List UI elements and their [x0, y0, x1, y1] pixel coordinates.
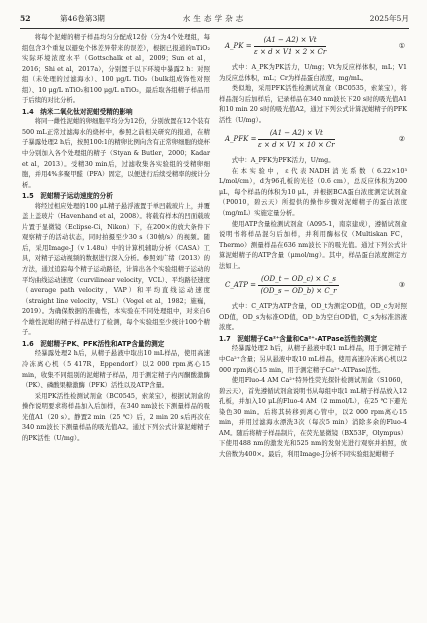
left-column	[22, 33, 210, 444]
equation	[219, 272, 407, 302]
paragraph: 式中：A_PFK为PFK活力，U/mg。	[231, 157, 335, 165]
paragraph: 类似地，采用PFK活性检测试剂盒（BC0535，索莱宝），将样品混匀后加样后，记录样品在340 nm波长下20 s时的吸光值A1和10 min 20 s时的吸光值A2，通过下列公式计算泥蚶精子的PFK活性（U/mg）。	[219, 85, 407, 124]
paragraph: 经暴露处理2 h后，从精子悬液中取1 mL样品，用于测定精子中Ca²⁺含量；另从悬液中取10 mL样品，使用高速冷冻离心机以2 000 rpm离心15 min，用于测定精子Ca²⁺-ATPase活性。	[219, 345, 407, 374]
equation-number: ③	[398, 281, 405, 290]
paragraph: 将同一雌性泥蚶的卵细胞平均分为12份，分别放置在12个装有500 mL正常过滤海水的烧杯中，参照之前相关研究的报道，在精子暴露处理2 h后，按照100:1的精卵比例向含有正常卵细胞的烧杯中分别加入各个处理组的精子（Styan & Butler，2000；Kadar et al，2013）。受精30 min后，过滤收集各实验组的受精卵细胞，并用4%多聚甲醛（PFA）固定，以便进行后续受精率的统计分析。	[22, 118, 210, 189]
equation	[219, 33, 407, 63]
right-column	[219, 33, 407, 461]
equation-lhs: C_ATP =	[225, 281, 256, 290]
equation-lhs: A_PK =	[225, 42, 252, 50]
equation-numerator: (A1 − A2) × Vt	[258, 128, 335, 140]
equation-fraction	[258, 128, 335, 151]
paragraph: 采用PK活性检测试剂盒（BC0545，索莱宝），根据试剂盒的操作说明要求将样品加入后加样，在340 nm波长下测量样品的吸光值A1（20 s）。静置2 min（25 ℃）后，2 min 20 s后再次在340 nm波长下测量样品的吸光值A2。通过下列公式计算泥蚶精子的PK活性（U/mg）。	[22, 392, 210, 442]
volume-issue: 第46卷第3期	[60, 14, 105, 23]
equation-numerator: (OD_t − OD_c) × C_s	[258, 274, 339, 286]
equation-number: ②	[398, 135, 405, 144]
paragraph: 在本实验中，ε代表NADH消光系数（6.22×10³ L/mol/cm），d为96孔板的光径（0.6 cm），总反应体积为200 μL，每个样品的体积为10 μL，并根据BCA蛋白浓度测定试剂盒（P0010，碧云天）所提供的操作步骤对泥蚶精子的蛋白浓度（mg/mL）实施定量分析。	[219, 167, 407, 218]
paragraph: 经暴露处理2 h后，从精子悬液中取出10 mL样品，使用高速冷冻离心机（5 417R，Eppendorf）以2 000 rpm离心15 min，收集不同组别的泥蚶精子样品，用于测定精子内丙酮酸激酶（PK）、磷酸果糖激酶（PFK）活性以及ATP含量。	[22, 350, 210, 390]
issue-date: 2025年5月	[369, 14, 409, 23]
section-heading: 1.5 泥蚶精子运动速度的分析	[22, 192, 113, 201]
running-header	[20, 13, 409, 25]
equation-lhs: A_PFK =	[225, 135, 257, 144]
equation-numerator: (A1 − A2) × Vt	[254, 35, 326, 47]
section-heading: 1.6 泥蚶精子PK、PFK活性和ATP含量的测定	[22, 339, 165, 348]
equation-denominator: (OD_s − OD_b) × C_r	[260, 287, 337, 296]
section-heading: 1.7 泥蚶精子Ca²⁺含量和Ca²⁺-ATPase活性的测定	[219, 334, 378, 343]
equation-fraction	[254, 35, 326, 58]
page-number: 52	[20, 14, 31, 23]
equation-number: ①	[398, 42, 405, 50]
section-heading: 1.4 纳米二氧化钛对泥蚶受精的影响	[22, 107, 133, 116]
paragraph: 式中：A_PK为PK活力，U/mg；Vt为反应样体积，mL；V1为反应总体积，mL；Cr为样品蛋白浓度，mg/mL。	[219, 64, 407, 82]
equation-fraction	[258, 274, 339, 297]
header-rule	[20, 28, 409, 29]
paragraph: 式中：C_ATP为ATP含量，OD_t为测定OD值，OD_c为对照OD值，OD_s为标准OD值，OD_b为空白OD值，C_s为标准溶液浓度。	[219, 303, 407, 332]
paragraph: 将经过相应处理的100 μL精子悬浮液置于单凹载玻片上，并覆盖上盖玻片（Havenhand et al，2008）。将载有样本的凹面载玻片置于显微镜（Eclipse-Ci，Nikon）下，在200×的放大条件下观察精子的活动状态，同时拍摄至少30 s（30帧/s）的视频。随后，采用Image-J（v 1.48u）中的计算机辅助分析（CASA）工具，对精子运动视频的数据进行深入分析。参照刘广绪（2013）的方法，通过追踪每个精子运动路径，计算出各个实验组精子运动的平均曲线运动速度（curvilinear velocity，VCL）、平均路径速度（average path velocity，VAP）和平均直线运动速度（straight line velocity，VSL）（Vogel et al，1982；施巍，2019）。为确保数据的准确性，本实验在不同处理组中，对来自6个雄性泥蚶的精子样品进行了检测，每个实验组至少统计100个精子。	[22, 202, 210, 337]
journal-title: 水生态学杂志	[182, 14, 247, 23]
equation-denominator: ε × d × V1 × 2 × Cr	[254, 48, 327, 56]
paragraph: 使用Fluo-4 AM Ca²⁺特异性荧光探针检测试剂盒（S1060，碧云天），首先遵循试剂盒说明书从每组中取1 mL精子样品放入12孔板，并加入10 μL的Fluo-4 AM（2 mmol/L），在25 ℃下避光染色30 min。后将其转移到离心管中，以2 000 rpm离心15 min，并用过滤海水漂洗3次（每次5 min）消除多余的Fluo-4 AM。随后将精子样品制片，在荧光显微镜（BX53F，Olympus）下使用488 nm的激发光和525 nm的发射光进行观察并拍照，放大倍数为400×。最后，利用Image-J分析不同实验组泥蚶精子	[219, 377, 407, 458]
equation-denominator: ε × d × V1 × 10 × Cr	[258, 141, 335, 150]
paragraph: 将每个泥蚶的精子样品均匀分配成12份（分为4个处理组，每组包含3个重复以避免个体差异带来的误差），根据已报道的nTiO₂实际环境浓度水平（Gottschalk et al，2009；Sun et al，2016；Shi et al，2017a），分别置于以下环境中暴露2 h：对照组（未处理的过滤海水）、100 μg/L TiO₂（bulk组成饰性对照组）、10 μg/L nTiO₂和100 μg/L nTiO₂，最后取各组精子样品用于后续的对比分析。	[22, 34, 210, 105]
equation	[219, 126, 407, 156]
paragraph: 使用ATP含量检测试剂盒（A095-1，南京建成），遵循试剂盒说明书将样品混匀后加样，并利用酶标仪（Multiskan FC，Thermo）测量样品在636 nm波长下的吸光值。通过下列公式计算泥蚶精子的ATP含量（μmol/mg）。其中，样品蛋白浓度测定方法如上。	[219, 220, 407, 270]
